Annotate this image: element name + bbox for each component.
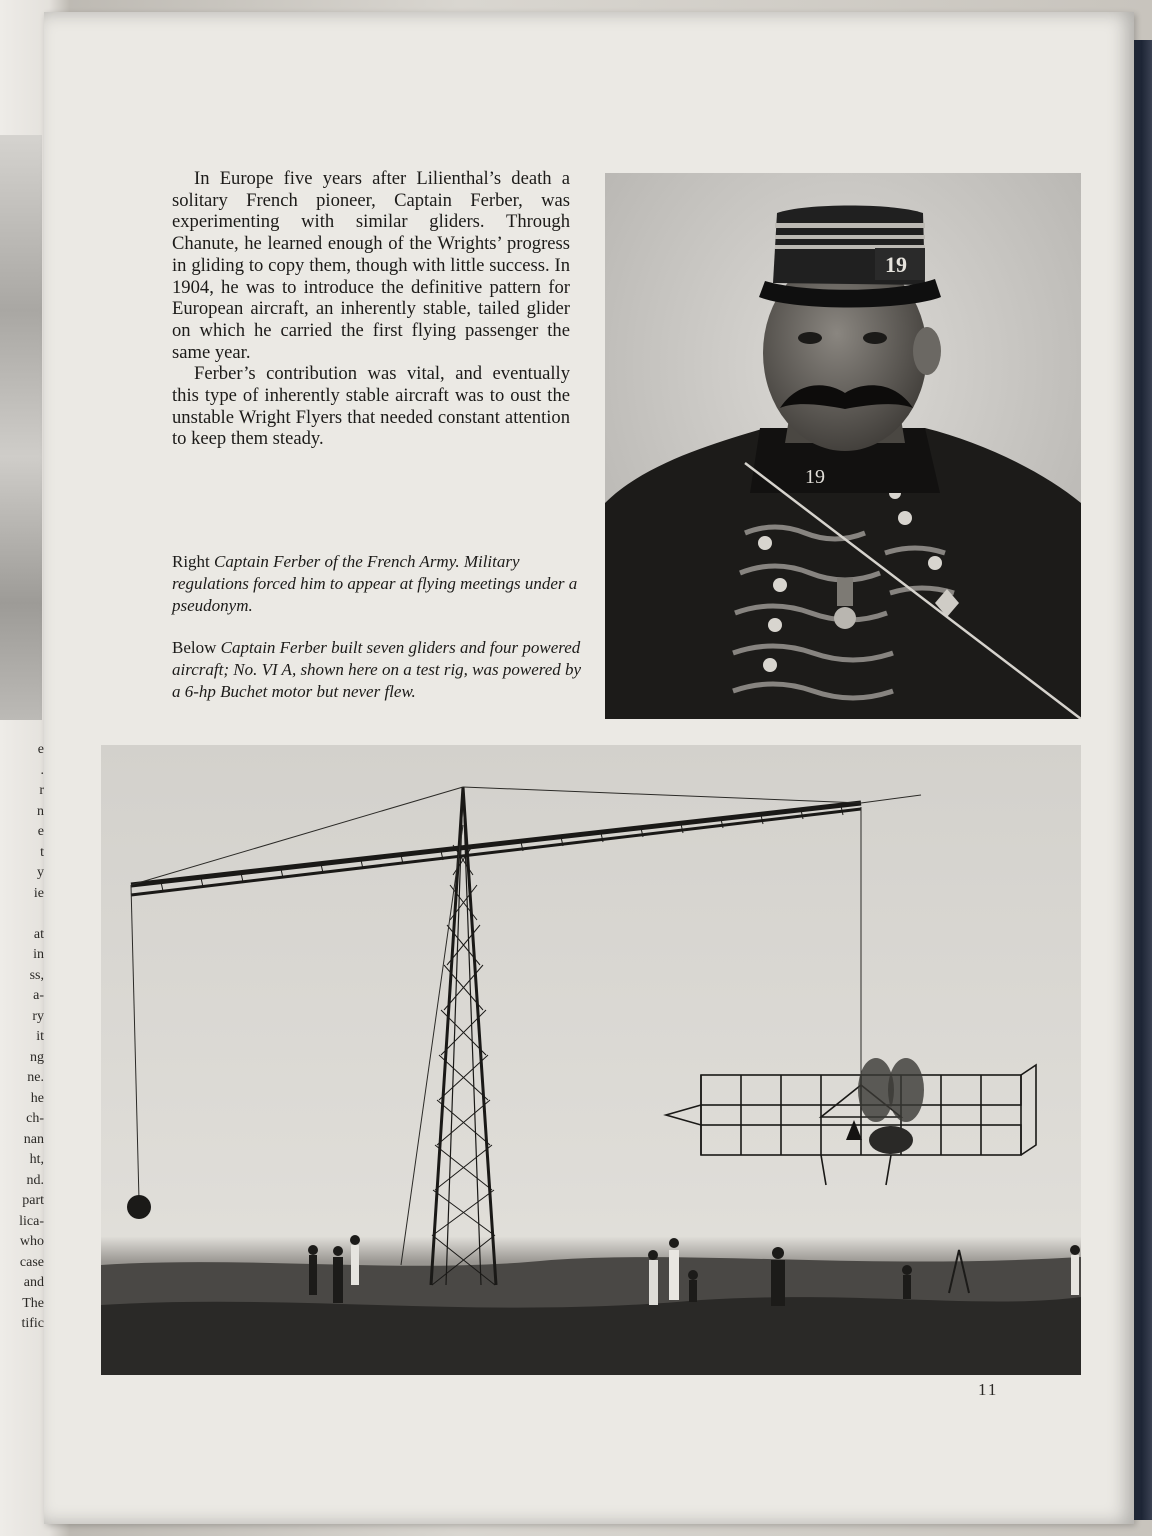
ferber-aircraft-test-rig-photo <box>101 745 1081 1375</box>
collar-number: 19 <box>805 466 825 488</box>
caption-below-text: Captain Ferber built seven gliders and four powered aircraft; No. VI A, shown here on a test rig, was powered by a 6-hp Buchet motor but never flew. <box>172 638 582 702</box>
left-page-fragment: tific <box>21 1316 44 1331</box>
left-page-fragment: . <box>40 762 44 778</box>
caption-below-lead: Below <box>172 638 217 657</box>
left-page-fragment: The <box>22 1295 44 1311</box>
left-page-fragment: nan <box>23 1131 44 1147</box>
left-page-fragment: e <box>37 742 44 757</box>
left-page-fragment: and <box>23 1275 44 1290</box>
left-page-fragment: t <box>40 844 44 860</box>
left-page-fragment: case <box>19 1254 44 1270</box>
left-page-fragment: a- <box>33 988 44 1003</box>
left-page-fragment <box>0 904 44 925</box>
portrait-illustration <box>605 173 1081 719</box>
left-page-fragment: lica- <box>19 1213 44 1229</box>
left-page-fragment: ng <box>30 1049 44 1065</box>
left-page-fragment: ne. <box>27 1070 44 1085</box>
page-number: 11 <box>978 1380 999 1399</box>
left-page-fragment: ht, <box>29 1152 44 1167</box>
left-page-fragment: y <box>37 865 44 880</box>
left-page-fragment: he <box>30 1090 44 1106</box>
caption-below <box>172 637 592 704</box>
body-paragraph-2: Ferber’s contribution was vital, and eventually this type of inherently stable aircraft was to oust the unstable Wright Flyers that needed constant attention to keep them steady. <box>172 363 570 450</box>
test-rig-illustration <box>101 745 1081 1375</box>
left-page-fragment: nd. <box>26 1172 44 1188</box>
left-page-fragment: ie <box>33 885 44 901</box>
left-page-fragment: ss, <box>29 967 44 983</box>
body-paragraph-1: In Europe five years after Lilienthal’s death a solitary French pioneer, Captain Ferber, was experimenting with similar gliders. Through Chanute, he learned enough of the Wrights’ progress in gliding to copy them, though with little success. In 1904, he was to introduce the definitive pattern for European aircraft, an inherently stable, tailed glider on which he carried the first flying passenger the same year. <box>172 168 570 363</box>
left-page-fragment: ry <box>32 1008 44 1024</box>
caption-right-text: Captain Ferber of the French Army. Military regulations forced him to appear at flying meetings under a pseudonym. <box>172 552 578 616</box>
captain-ferber-portrait-photo <box>605 173 1081 719</box>
book-page <box>44 12 1134 1524</box>
left-page-fragment: part <box>22 1193 44 1208</box>
left-page-fragment: r <box>39 783 44 798</box>
left-page-fragment: ch- <box>26 1111 44 1126</box>
left-page-fragment: who <box>19 1234 44 1249</box>
left-page-photo-fragment <box>0 135 42 720</box>
left-page-fragment: in <box>33 947 44 962</box>
caption-right-lead: Right <box>172 552 210 571</box>
left-page-fragment: it <box>36 1029 44 1044</box>
body-text <box>172 168 570 450</box>
caption-right <box>172 551 592 618</box>
left-page-fragment: at <box>33 926 44 942</box>
left-page-fragment: e <box>37 824 44 839</box>
left-page-text-fragments <box>0 740 44 1335</box>
cap-number: 19 <box>885 252 907 277</box>
left-page-fragment: n <box>37 803 44 819</box>
